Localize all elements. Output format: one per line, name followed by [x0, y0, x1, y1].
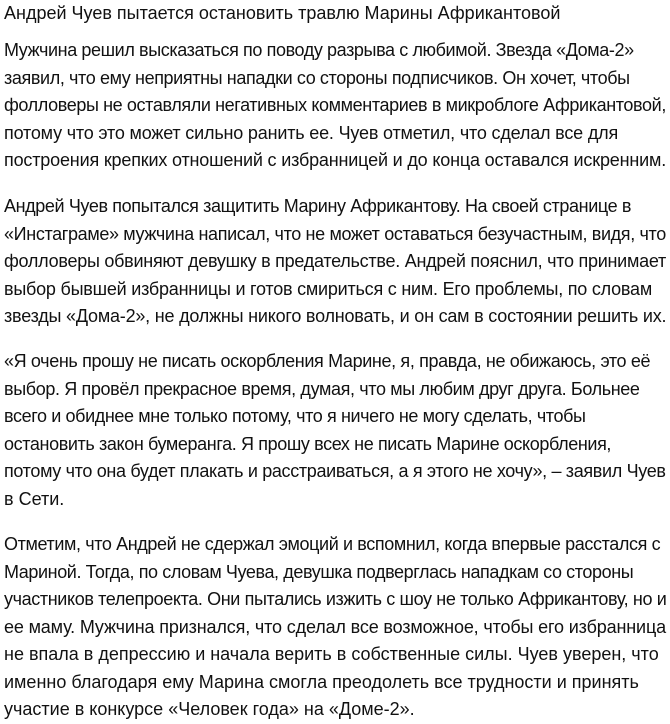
paragraph-line: Отметим, что Андрей не сдержал эмоций и вспомнил, когда впервые расстался с: [4, 534, 661, 554]
paragraph-line: потому что она будет плакать и расстраиваться, а я этого не хочу», – заявил Чуев: [4, 461, 666, 481]
paragraph-line: заявил, что ему неприятны нападки со стороны подписчиков. Он хочет, чтобы: [4, 67, 630, 88]
paragraph-line: выбор бывшей избранницы и готов смириться с ним. Его проблемы, по словам: [4, 278, 652, 299]
paragraph-line: ее маму. Мужчина признался, что сделал все возможное, чтобы его избранница: [4, 616, 666, 637]
paragraph-line: «Я очень прошу не писать оскорбления Марине, я, правда, не обижаюсь, это её: [4, 351, 651, 371]
paragraph-4: [4, 531, 666, 724]
paragraph-line: именно благодаря ему Марина смогла преодолеть все трудности и принять: [4, 671, 639, 692]
paragraph-line: фолловеры не оставляли негативных комментариев в микроблоге Африкантовой,: [4, 95, 666, 115]
paragraph-line: фолловеры обвиняют девушку в предательстве. Андрей пояснил, что принимает: [4, 251, 666, 271]
paragraph-line: всего и обиднее мне только потому, что я ничего не могу сделать, чтобы: [4, 406, 586, 426]
paragraph-line: построения крепких отношений с избранницей и до конца оставался искренним.: [4, 150, 667, 170]
paragraph-line: в Сети.: [4, 488, 65, 509]
paragraph-line: участие в конкурсе «Человек года» на «Доме-2».: [4, 699, 415, 719]
paragraph-line: выбор. Я провёл прекрасное время, думая, что мы любим друг друга. Больнее: [4, 378, 640, 399]
paragraph-line: «Инстаграме» мужчина написал, что не может оставаться безучастным, видя, что: [4, 223, 666, 244]
paragraph-1: [4, 37, 666, 175]
paragraph-line: остановить закон бумеранга. Я прошу всех не писать Марине оскорбления,: [4, 433, 612, 454]
paragraph-line: потому что это может сильно ранить ее. Чуев отметил, что сделал все для: [4, 122, 619, 143]
paragraph-line: не впала в депрессию и начала верить в собственные силы. Чуев уверен, что: [4, 644, 659, 664]
paragraph-2: [4, 193, 666, 331]
paragraph-3-quote: [4, 348, 666, 513]
paragraph-line: Мужчина решил высказаться по поводу разрыва с любимой. Звезда «Дома-2»: [4, 40, 634, 60]
paragraph-line: Мариной. Тогда, по словам Чуева, девушка подверглась нападкам со стороны: [4, 561, 634, 582]
paragraph-line: участников телепроекта. Они пытались изжить с шоу не только Африкантову, но и: [4, 589, 667, 609]
article-title: Андрей Чуев пытается остановить травлю Марины Африкантовой: [4, 3, 561, 23]
paragraph-line: звезды «Дома-2», не должны никого волновать, и он сам в состоянии решить их.: [4, 306, 667, 326]
paragraph-line: Андрей Чуев попытался защитить Марину Африкантову. На своей странице в: [4, 196, 632, 216]
